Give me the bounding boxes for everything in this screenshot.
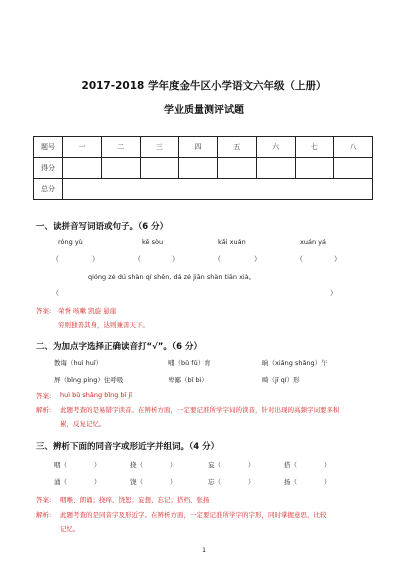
reading-item: 畸（jī qí）形 <box>262 376 300 384</box>
answer-text: 咽喉、朗诵；挠痒、饶恕；妄想、忘记；搭档、张扬 <box>60 496 210 504</box>
score-cell[interactable] <box>295 158 334 179</box>
blank-close: ） <box>330 289 337 297</box>
table-cell: 四 <box>179 137 218 158</box>
score-cell[interactable] <box>63 158 102 179</box>
table-cell: 一 <box>63 137 102 158</box>
word-item: ） <box>324 461 331 469</box>
table-cell: 总分 <box>34 179 63 200</box>
table-cell: 三 <box>140 137 179 158</box>
answer-label: 答案: <box>36 496 52 504</box>
score-cell[interactable] <box>334 158 373 179</box>
page-number: 1 <box>202 547 206 554</box>
table-cell: 七 <box>295 137 334 158</box>
word-item: ） <box>170 478 177 486</box>
word-item: 搭（ <box>284 461 297 469</box>
word-item: ） <box>170 461 177 469</box>
blank-open: （ <box>52 255 59 263</box>
score-cell[interactable] <box>256 158 295 179</box>
blank-close: ） <box>172 255 179 263</box>
table-cell: 五 <box>218 137 257 158</box>
table-row <box>34 137 373 158</box>
blank-close: ） <box>334 255 341 263</box>
score-table <box>33 136 373 200</box>
score-cell[interactable] <box>101 158 140 179</box>
word-item: 挠（ <box>130 461 143 469</box>
word-item: ） <box>94 478 101 486</box>
word-item: 饶（ <box>130 478 143 486</box>
blank-open: （ <box>296 255 303 263</box>
total-score-cell[interactable] <box>63 179 373 200</box>
reading-item: 教诲（huì huǐ） <box>54 359 103 367</box>
analysis-label: 解析: <box>36 511 52 519</box>
section-1-heading: 一、读拼音写词语或句子。（6 分） <box>36 222 169 232</box>
answer-label: 答案: <box>36 307 52 315</box>
analysis-text: 记忆。 <box>60 525 80 533</box>
table-cell: 六 <box>256 137 295 158</box>
word-item: ） <box>248 461 255 469</box>
table-cell: 得分 <box>34 158 63 179</box>
blank-close: ） <box>92 255 99 263</box>
analysis-label: 解析: <box>36 406 52 414</box>
score-cell[interactable] <box>179 158 218 179</box>
word-item: ） <box>94 461 101 469</box>
word-item: 咽（ <box>54 461 67 469</box>
word-item: ） <box>324 478 331 486</box>
blank-open: （ <box>52 289 59 297</box>
reading-item: 晌（xiǎng shǎng）午 <box>262 359 328 367</box>
answer-text: 荣誉 咳嗽 凯旋 悬崖 <box>58 307 117 315</box>
section-2-heading: 二、为加点字选择正确读音打“√”。（6 分） <box>36 342 202 352</box>
analysis-text: 累，反复记忆。 <box>60 420 106 428</box>
word-item: ） <box>248 478 255 486</box>
word-item: 妄（ <box>208 461 221 469</box>
blank-close: ） <box>254 255 261 263</box>
blank-open: （ <box>134 255 141 263</box>
pinyin-item: kǎi xuán <box>218 238 246 246</box>
pinyin-item: róng yù <box>58 238 83 246</box>
blank-open: （ <box>214 255 221 263</box>
analysis-text: 此题考查的是易错字读音。在辨析方面，一定要记准所学字词的读音，针对出现的高频字词要多积 <box>60 406 340 414</box>
answer-text: 穷则独善其身，达则兼善天下。 <box>58 321 149 329</box>
page-title: 2017-2018 学年度金牛区小学语文六年级（上册） <box>81 80 327 92</box>
analysis-text: 此题考查的是同音字及形近字。在辨析方面，一定要记准所学字的字形，同时掌握意思，比较 <box>60 511 327 519</box>
reading-item: 哺（bǔ fǔ）育 <box>168 359 211 367</box>
reading-item: 卑鄙（bǐ bì） <box>168 376 208 384</box>
pinyin-sentence: qióng zé dú shàn qí shēn, dá zé jiān shàn tiān xià。 <box>88 273 256 281</box>
answer-label: 答案: <box>36 392 52 400</box>
reading-item: 屏（bǐng píng）住呼吸 <box>54 376 124 384</box>
table-cell: 二 <box>101 137 140 158</box>
table-cell: 八 <box>334 137 373 158</box>
pinyin-item: kě sòu <box>142 238 164 246</box>
word-item: 扬（ <box>284 478 297 486</box>
word-item: 忘（ <box>208 478 221 486</box>
score-cell[interactable] <box>140 158 179 179</box>
table-row <box>34 158 373 179</box>
table-row <box>34 179 373 200</box>
page-subtitle: 学业质量测评试题 <box>164 105 244 116</box>
answer-text: huì bǔ shǎng bǐng bǐ jī <box>60 391 133 399</box>
word-item: 涌（ <box>54 478 67 486</box>
pinyin-item: xuán yá <box>300 238 326 246</box>
table-cell: 题号 <box>34 137 63 158</box>
section-3-heading: 三、辨析下面的同音字或形近字并组词。（4 分） <box>36 442 220 452</box>
score-cell[interactable] <box>218 158 257 179</box>
